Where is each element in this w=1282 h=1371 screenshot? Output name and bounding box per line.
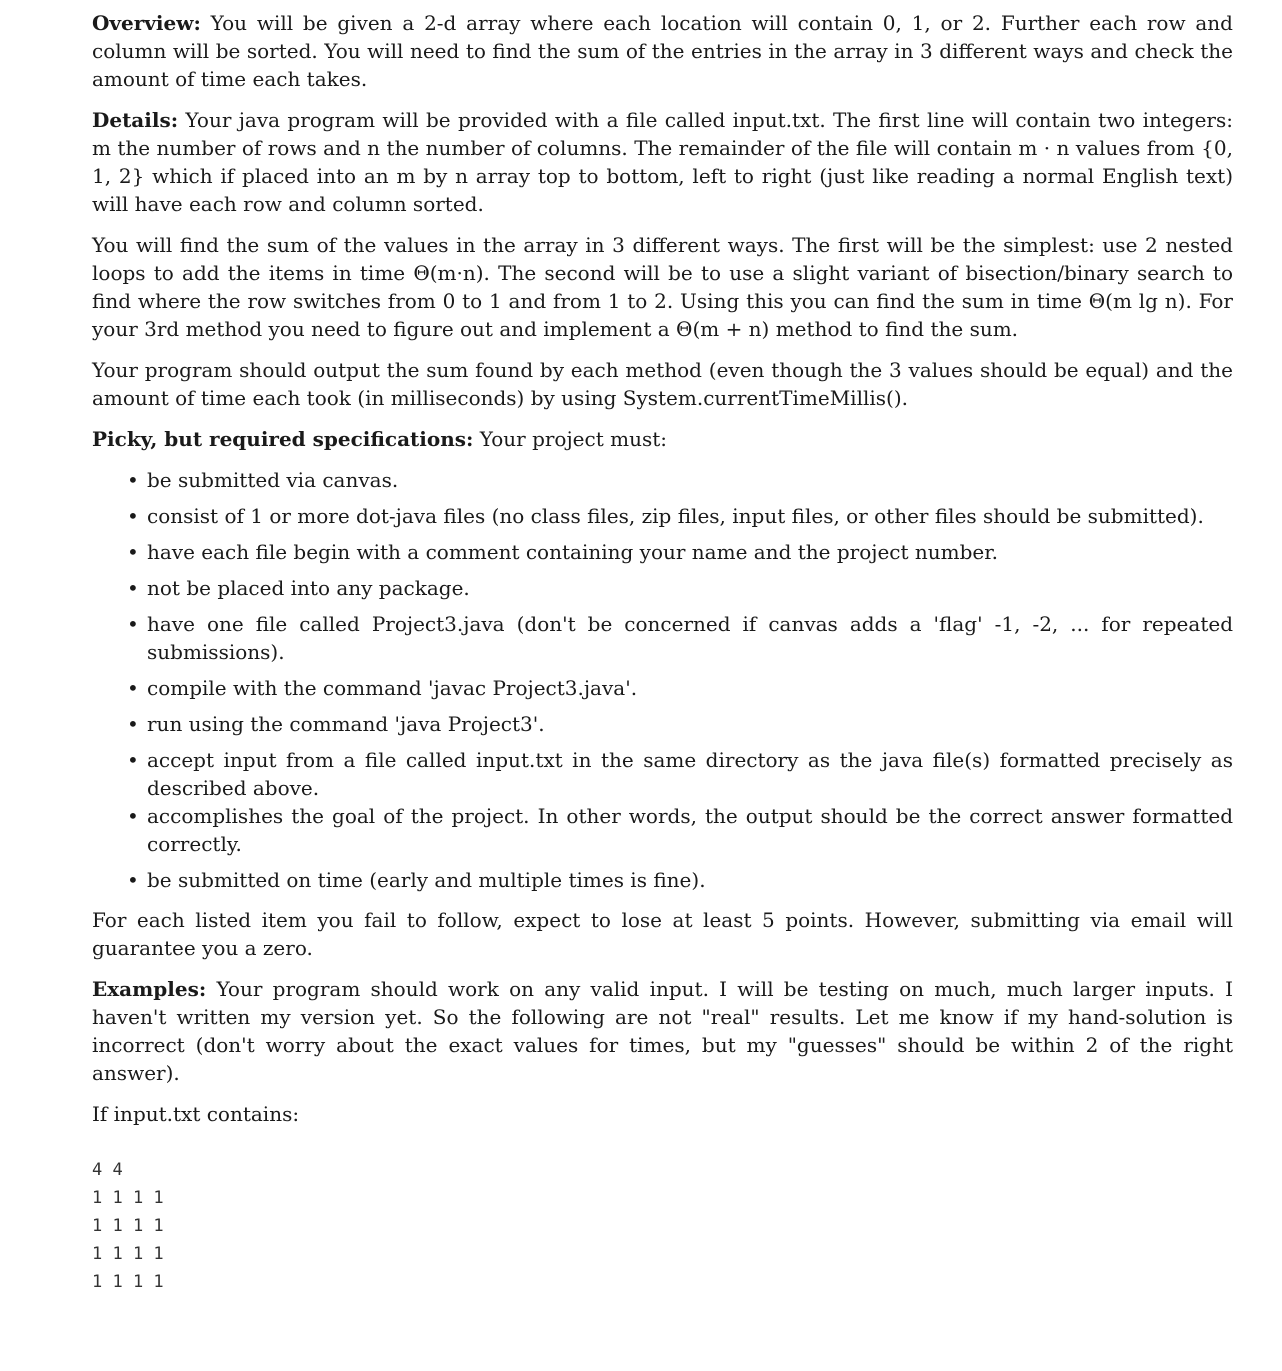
specs-text: Your project must:: [473, 427, 667, 451]
list-item: • consist of 1 or more dot-java files (no class files, zip files, input files, or other files should be submitted).: [147, 502, 1233, 530]
specs-list: [92, 466, 1233, 894]
list-item: • accomplishes the goal of the project. In other words, the output should be the correct answer formatted correctly.: [147, 802, 1233, 858]
examples-text: Your program should work on any valid input. I will be testing on much, much larger inputs. I haven't written my version yet. So the following are not "real" results. Let me know if my hand-solution is incorrect (don't worry about the exact values for times, but my "guesses" should be within 2 of the right answer).: [92, 977, 1233, 1085]
overview-text: You will be given a 2-d array where each location will contain 0, 1, or 2. Further each row and column will be sorted. You will need to find the sum of the entries in the array in 3 different ways and check the amount of time each takes.: [92, 11, 1233, 91]
list-item: • accept input from a file called input.txt in the same directory as the java file(s) formatted precisely as described above.: [147, 746, 1233, 802]
penalty-paragraph: For each listed item you fail to follow, expect to lose at least 5 points. However, submitting via email will guarantee you a zero.: [92, 908, 1233, 960]
examples-paragraph: [92, 975, 1233, 1087]
list-item: • have one file called Project3.java (don't be concerned if canvas adds a 'flag' -1, -2, ... for repeated submissions).: [147, 610, 1233, 666]
input-intro: If input.txt contains:: [92, 1102, 300, 1126]
list-item: • not be placed into any package.: [147, 574, 1233, 602]
details-label: Details:: [92, 108, 179, 132]
document: [92, 9, 1233, 1296]
list-item: • be submitted via canvas.: [147, 466, 1233, 494]
overview-label: Overview:: [92, 11, 201, 35]
methods-paragraph: You will find the sum of the values in the array in 3 different ways. The first will be the simplest: use 2 nested loops to add the items in time Θ(m·n). The second will be to use a slight variant of bisection/binary search to find where the row switches from 0 to 1 and from 1 to 2. Using this you can find the sum in time Θ(m lg n). For your 3rd method you need to figure out and implement a Θ(m + n) method to find the sum.: [92, 233, 1233, 341]
overview-paragraph: [92, 9, 1233, 93]
specs-paragraph: [92, 425, 1233, 453]
list-item: • have each file begin with a comment containing your name and the project number.: [147, 538, 1233, 566]
details-text: Your java program will be provided with a file called input.txt. The first line will contain two integers: m the number of rows and n the number of columns. The remainder of the file will contain m · n values from {0, 1, 2} which if placed into an m by n array top to bottom, left to right (just like reading a normal English text) will have each row and column sorted.: [92, 108, 1233, 216]
list-item: • be submitted on time (early and multiple times is fine).: [147, 866, 1233, 894]
details-paragraph: [92, 106, 1233, 218]
specs-label: Picky, but required specifications:: [92, 427, 474, 451]
examples-label: Examples:: [92, 977, 207, 1001]
output-paragraph: Your program should output the sum found by each method (even though the 3 values should be equal) and the amount of time each took (in milliseconds) by using System.currentTimeMillis().: [92, 358, 1233, 410]
list-item: • run using the command 'java Project3'.: [147, 710, 1233, 738]
list-item: • compile with the command 'javac Project3.java'.: [147, 674, 1233, 702]
input-example-code: 4 4 1 1 1 1 1 1 1 1 1 1 1 1 1 1 1 1: [92, 1160, 164, 1292]
